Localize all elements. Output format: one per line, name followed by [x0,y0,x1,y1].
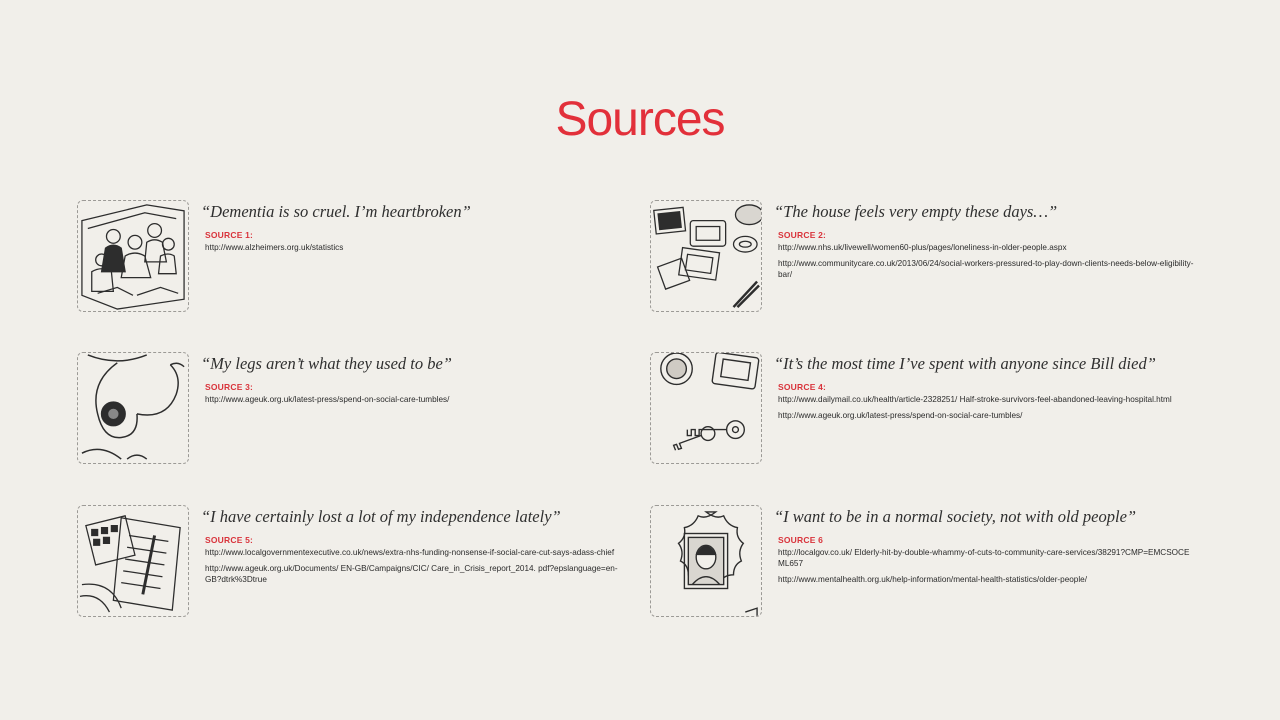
source-link[interactable]: http://localgov.co.uk/ Elderly-hit-by-double-whammy-of-cuts-to-community-care-services/38291?CMP=EMCSOCEML657 [778,548,1190,568]
quote-text: “I have certainly lost a lot of my independence lately” [201,507,561,526]
quote-text: “I want to be in a normal society, not with old people” [774,507,1137,526]
source-card-4 [650,352,1210,467]
source-link[interactable]: http://www.mentalhealth.org.uk/help-information/mental-health-statistics/older-people/ [778,575,1088,584]
source-label: SOURCE 1: [205,230,254,240]
quote-text: “It’s the most time I’ve spent with anyone since Bill died” [774,354,1156,373]
portrait-frame-icon [650,505,762,617]
source-card-3 [77,352,637,467]
family-group-icon [77,200,189,312]
keys-icon [650,352,762,464]
source-link[interactable]: http://www.alzheimers.org.uk/statistics [205,243,344,252]
quote-text: “My legs aren’t what they used to be” [201,354,452,373]
source-card-1 [77,200,637,315]
source-label: SOURCE 2: [778,230,827,240]
source-link[interactable]: http://www.dailymail.co.uk/health/article-2328251/ Half-stroke-survivors-feel-abandoned-leaving-hospital.html [778,395,1172,404]
source-link[interactable]: http://www.ageuk.org.uk/latest-press/spend-on-social-care-tumbles/ [205,395,450,404]
newspaper-icon [77,505,189,617]
source-label: SOURCE 5: [205,535,254,545]
source-label: SOURCE 4: [778,382,827,392]
source-label: SOURCE 6 [778,535,824,545]
source-card-6 [650,505,1210,620]
source-link[interactable]: http://www.ageuk.org.uk/Documents/ EN-GB/Campaigns/CIC/ Care_in_Crisis_report_2014. pdf?epslanguage=en-GB?dtrk%3Dtrue [205,564,618,584]
source-link[interactable]: http://www.nhs.uk/livewell/women60-plus/pages/loneliness-in-older-people.aspx [778,243,1067,252]
photo-frames-icon [650,200,762,312]
source-link[interactable]: http://www.localgovernmentexecutive.co.uk/news/extra-nhs-funding-nonsense-if-social-care-cut-says-adass-chief [205,548,615,557]
source-card-5 [77,505,637,620]
quote-text: “The house feels very empty these days…” [774,202,1058,221]
source-label: SOURCE 3: [205,382,254,392]
source-link[interactable]: http://www.ageuk.org.uk/latest-press/spend-on-social-care-tumbles/ [778,411,1023,420]
quote-text: “Dementia is so cruel. I’m heartbroken” [201,202,471,221]
page-title: Sources [555,93,725,146]
source-link[interactable]: http://www.communitycare.co.uk/2013/06/24/social-workers-pressured-to-play-down-clients-needs-below-eligibility-bar/ [778,259,1194,279]
source-card-2 [650,200,1210,315]
stethoscope-icon [77,352,189,464]
